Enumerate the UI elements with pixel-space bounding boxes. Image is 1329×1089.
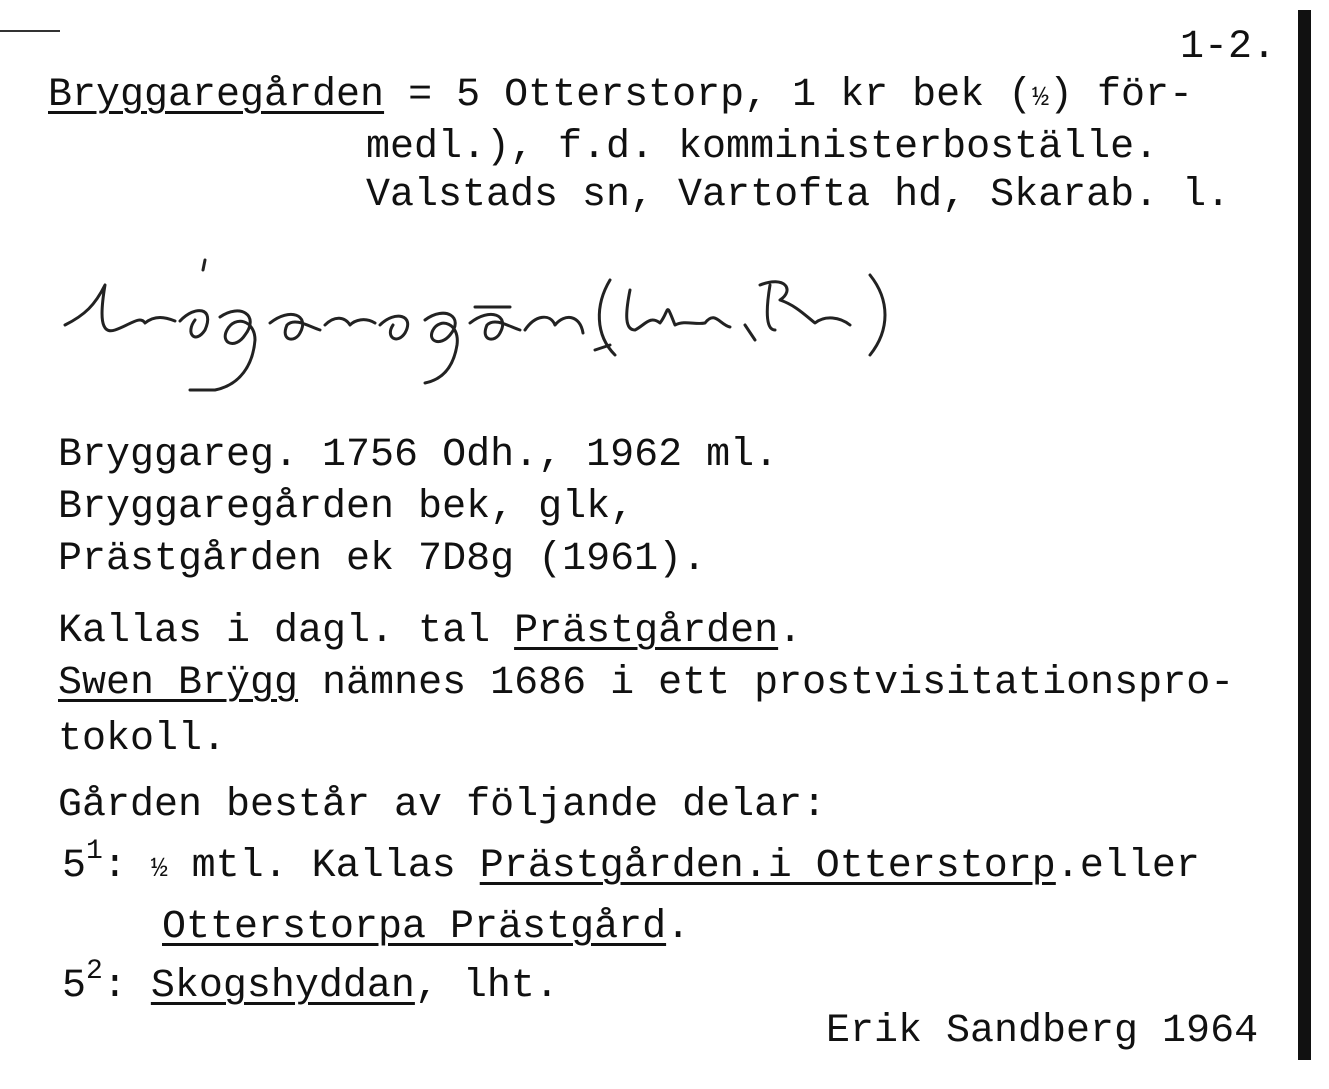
part-1-line-2	[162, 905, 691, 950]
part-1-number: 5	[62, 844, 87, 889]
card-right-edge	[1298, 10, 1311, 1060]
card-edge-mark	[0, 30, 60, 32]
part-1-colon: :	[102, 844, 151, 889]
kallas-prefix: Kallas i dagl. tal	[58, 609, 515, 654]
part-1-text-b: .eller	[1055, 844, 1200, 889]
part-1-name-a: Prästgården.i Otterstorp	[479, 844, 1056, 889]
kallas-name: Prästgården	[514, 609, 779, 654]
heading-rest-a: = 5 Otterstorp, 1 kr bek (	[384, 73, 1033, 118]
note-line-3: Prästgården ek 7D8g (1961).	[58, 537, 707, 582]
signature: Erik Sandberg 1964	[826, 1009, 1259, 1054]
part-1-text-a: mtl. Kallas	[167, 844, 480, 889]
part-1-line-1	[62, 838, 1200, 887]
swen-line-1	[58, 661, 1235, 706]
kallas-line	[58, 609, 803, 654]
heading-line-2: medl.), f.d. komministerboställe.	[366, 125, 1159, 170]
heading-rest-b: för-	[1073, 73, 1194, 118]
heading-line-1: Bryggaregården = 5 Otterstorp, 1 kr bek (½) för-	[48, 73, 1194, 118]
part-2-sup: 2	[86, 956, 103, 987]
swen-name: Swen Brÿgg	[58, 661, 299, 706]
heading-name: Bryggaregården	[48, 73, 385, 118]
parts-heading: Gården består av följande delar:	[58, 783, 827, 828]
kallas-suffix: .	[778, 609, 803, 654]
part-1-fraction: ½	[150, 854, 168, 885]
heading-half: ½	[1032, 83, 1049, 114]
part-2-text: , lht.	[414, 964, 559, 1009]
note-line-1: Bryggareg. 1756 Odh., 1962 ml.	[58, 433, 779, 478]
part-2-colon: :	[102, 964, 151, 1009]
part-1-sup: 1	[86, 836, 103, 867]
card-number: 1-2.	[1180, 25, 1277, 70]
heading-line-3: Valstads sn, Vartofta hd, Skarab. l.	[366, 173, 1231, 218]
part-1-text-c: .	[666, 905, 691, 950]
part-2-line	[62, 958, 559, 1007]
part-2-name: Skogshyddan	[150, 964, 415, 1009]
swen-line-2: tokoll.	[58, 717, 227, 762]
swen-rest: nämnes 1686 i ett prostvisitationspro-	[298, 661, 1235, 706]
note-line-2: Bryggaregården bek, glk,	[58, 485, 635, 530]
part-1-name-b: Otterstorpa Prästgård	[162, 905, 667, 950]
part-2-number: 5	[62, 964, 87, 1009]
handwritten-pronunciation	[55, 245, 905, 405]
